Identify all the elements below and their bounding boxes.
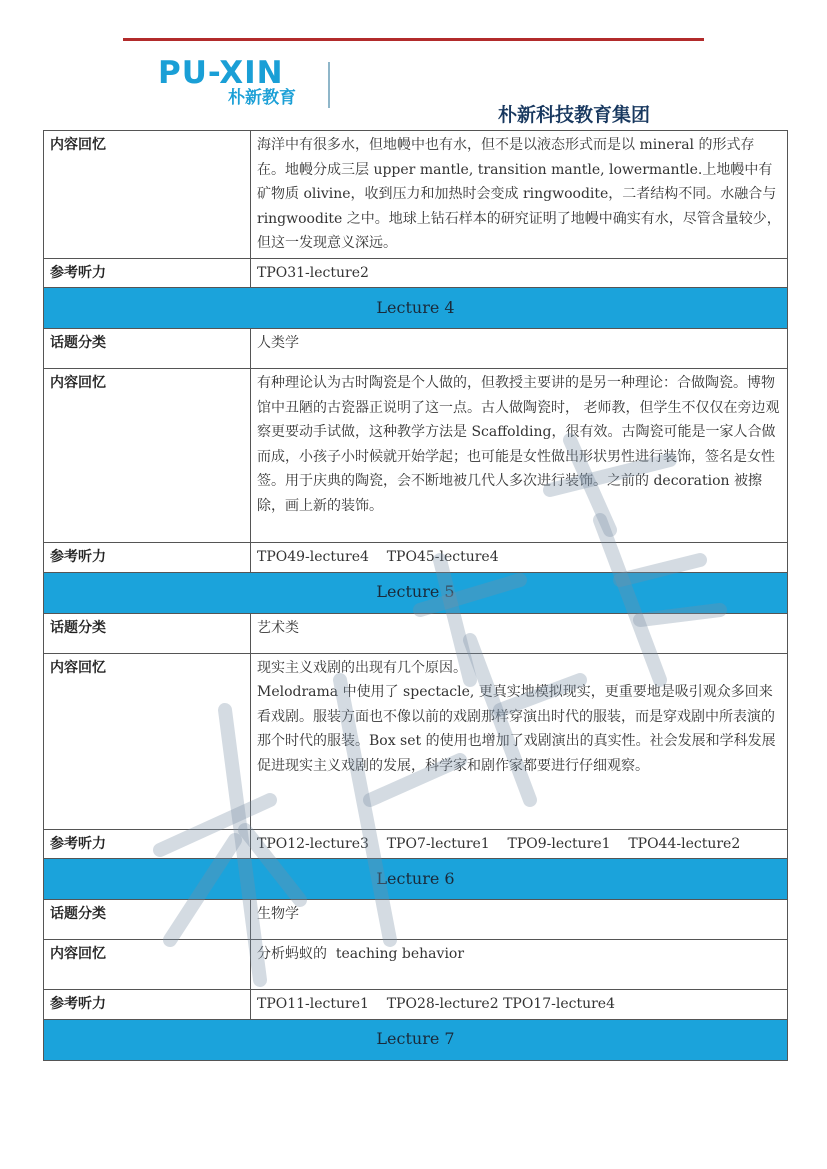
table-row: [44, 653, 788, 829]
content-line: 现实主义戏剧的出现有几个原因。: [257, 659, 467, 676]
row-label: 参考听力: [44, 258, 251, 288]
row-content: TPO49-lecture4 TPO45-lecture4: [251, 543, 788, 573]
lecture-title: Lecture 5: [44, 572, 788, 613]
row-label: 参考听力: [44, 829, 251, 859]
logo-chinese-name: 朴新教育: [228, 88, 296, 108]
table-row: [44, 369, 788, 543]
company-logo: [158, 56, 318, 112]
row-content: 分析蚂蚁的 teaching behavior: [251, 940, 788, 990]
row-content: TPO31-lecture2: [251, 258, 788, 288]
row-content: 生物学: [251, 900, 788, 940]
row-label: 内容回忆: [44, 131, 251, 259]
row-content: TPO12-lecture3 TPO7-lecture1 TPO9-lecture1 TPO44-lecture2: [251, 829, 788, 859]
content-line: Melodrama 中使用了 spectacle, 更真实地模拟现实，更重要地是吸引观众多回来看戏剧。服装方面也不像以前的戏剧那样穿演出时代的服装，而是穿戏剧中所表演的那个时代的服装。Box set 的使用也增加了戏剧演出的真实性。社会发展和学科发展促进现实主义戏剧的发展，科学家和剧作家都要进行仔细观察。: [257, 684, 776, 774]
table-row: [44, 613, 788, 653]
table-row: [44, 990, 788, 1020]
table-row: [44, 329, 788, 369]
lecture-title: Lecture 6: [44, 859, 788, 900]
lecture-header-row: [44, 1019, 788, 1060]
table-row: [44, 900, 788, 940]
row-label: 内容回忆: [44, 369, 251, 543]
lecture-header-row: [44, 572, 788, 613]
header-top-rule: [123, 38, 704, 41]
lecture-header-row: [44, 288, 788, 329]
row-label: 内容回忆: [44, 653, 251, 829]
row-label: 内容回忆: [44, 940, 251, 990]
logo-divider: [328, 62, 330, 108]
table-row: [44, 940, 788, 990]
row-label: 话题分类: [44, 613, 251, 653]
row-content: 人类学: [251, 329, 788, 369]
row-label: 话题分类: [44, 900, 251, 940]
table-row: [44, 258, 788, 288]
row-label: 话题分类: [44, 329, 251, 369]
row-content: TPO11-lecture1 TPO28-lecture2 TPO17-lecture4: [251, 990, 788, 1020]
row-label: 参考听力: [44, 990, 251, 1020]
row-content: [251, 653, 788, 829]
logo-wordmark: PU-XIN: [158, 55, 284, 91]
table-row: [44, 543, 788, 573]
row-content: 艺术类: [251, 613, 788, 653]
row-content: 有种理论认为古时陶瓷是个人做的，但教授主要讲的是另一种理论：合做陶瓷。博物馆中丑陋的古瓷器正说明了这一点。古人做陶瓷时， 老师教，但学生不仅仅在旁边观察更要动手试做，这种教学方法是 Scaffolding，很有效。古陶瓷可能是一家人合做而成，小孩子小时候就开始学起；也可能是女性做出形状男性进行装饰，签名是女性签。用于庆典的陶瓷，会不断地被几代人多次进行装饰。之前的 decoration 被擦除，画上新的装饰。: [251, 369, 788, 543]
lecture-title: Lecture 4: [44, 288, 788, 329]
company-name: 朴新科技教育集团: [498, 104, 651, 126]
row-content: 海洋中有很多水，但地幔中也有水，但不是以液态形式而是以 mineral 的形式存在。地幔分成三层 upper mantle, transition mantle, lowermantle.上地幔中有矿物质 olivine，收到压力和加热时会变成 ringwoodite，二者结构不同。水融合与 ringwoodite 之中。地球上钻石样本的研究证明了地幔中确实有水，尽管含量较少，但这一发现意义深远。: [251, 131, 788, 259]
row-label: 参考听力: [44, 543, 251, 573]
lecture-table: [43, 130, 788, 1061]
table-row: [44, 829, 788, 859]
lecture-title: Lecture 7: [44, 1019, 788, 1060]
table-row: [44, 131, 788, 259]
lecture-header-row: [44, 859, 788, 900]
